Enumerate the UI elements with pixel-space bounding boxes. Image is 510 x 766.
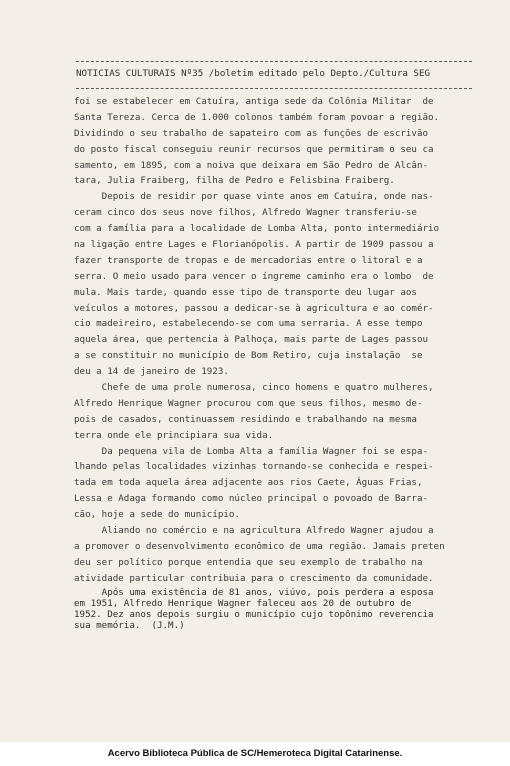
text-line: Alfredo Henrique Wagner procurou com que seus filhos, mesmo de-	[74, 397, 423, 409]
archive-credit-footer: Acervo Biblioteca Pública de SC/Hemeroteca Digital Catarinense.	[0, 742, 510, 766]
text-line: tara, Julia Fraiberg, filha de Pedro e Felisbina Fraiberg.	[74, 175, 395, 187]
text-line: tada em toda aquela área adjacente aos rios Caete, Águas Frias,	[74, 477, 423, 489]
text-line: ceram cinco dos seus nove filhos, Alfredo Wagner transferiu-se	[74, 207, 417, 219]
text-line: a se constituir no município de Bom Retiro, cuja instalação se	[74, 350, 423, 362]
text-line: aquela área, que pertencia à Palhoça, mais parte de Lages passou	[74, 334, 429, 346]
text-line: com a família para a localidade de Lomba Alta, ponto intermediário	[74, 223, 440, 235]
text-line: cio madeireiro, estabelecendo-se com uma serraria. A esse tempo	[74, 318, 423, 330]
text-line: Chefe de uma prole numerosa, cinco homens e quatro mulheres,	[74, 382, 434, 394]
closing-line: sua memória. (J.M.)	[74, 619, 185, 631]
header-bottom-rule	[76, 88, 472, 89]
header-top-rule	[76, 61, 472, 62]
text-line: a promover o desenvolvimento econômico de uma região. Jamais preten	[74, 540, 445, 552]
text-line: veículos a motores, passou a dedicar-se à agricultura e ao comér-	[74, 302, 434, 314]
text-line: mula. Mais tarde, quando esse tipo de transporte deu lugar aos	[74, 286, 417, 298]
text-line: Dividindo o seu trabalho de sapateiro com as funções de escrivão	[74, 127, 429, 139]
text-line: Da pequena vila de Lomba Alta a família Wagner foi se espa-	[74, 445, 429, 457]
text-line: terra onde ele principiara sua vida.	[74, 429, 274, 441]
text-line: deu ser político porque entendia que seu exemplo de trabalho na	[74, 556, 423, 568]
text-line: na ligação entre Lages e Florianópolis. A partir de 1909 passou a	[74, 239, 434, 251]
text-line: atividade particular contribuia para o crescimento da comunidade.	[74, 572, 434, 584]
closing-line: 1952. Dez anos depois surgiu o município cujo topônimo reverencia	[74, 608, 434, 620]
text-line: do posto fiscal conseguiu reunir recursos que permitiram o seu ca	[74, 143, 434, 155]
article-body	[74, 94, 474, 631]
text-line: Santa Tereza. Cerca de 1.000 colonos também foram povoar a região.	[74, 111, 440, 123]
text-line: serra. O meio usado para vencer o íngreme caminho era o lombo de	[74, 270, 434, 282]
closing-line: Após uma existência de 81 anos, viúvo, pois perdera a esposa	[74, 586, 434, 598]
text-line: Depois de residir por quase vinte anos em Catuíra, onde nas-	[74, 191, 434, 203]
text-line: fazer transporte de tropas e de mercadorias entre o litoral e a	[74, 254, 423, 266]
text-line: pois de casados, continuassem residindo e trabalhando na mesma	[74, 413, 417, 425]
text-line: lhando pelas localidades vizinhas tornando-se conhecida e respei-	[74, 461, 434, 473]
text-line: cão, hoje a sede do município.	[74, 509, 240, 521]
text-line: Aliando no comércio e na agricultura Alfredo Wagner ajudou a	[74, 525, 434, 537]
text-line: foi se estabelecer em Catuíra, antiga sede da Colônia Militar de	[74, 96, 434, 107]
text-line: deu a 14 de janeiro de 1923.	[74, 366, 229, 378]
text-line: samento, em 1895, com a noiva que deixara em São Pedro de Alcân-	[74, 159, 429, 171]
closing-line: em 1951, Alfredo Henrique Wagner faleceu aos 20 de outubro de	[74, 597, 412, 609]
text-line: Lessa e Adaga formando como núcleo principal o povoado de Barra-	[74, 493, 429, 505]
newsletter-header: NOTICIAS CULTURAIS Nº35 /boletim editado pelo Depto./Cultura SEG	[76, 68, 431, 79]
